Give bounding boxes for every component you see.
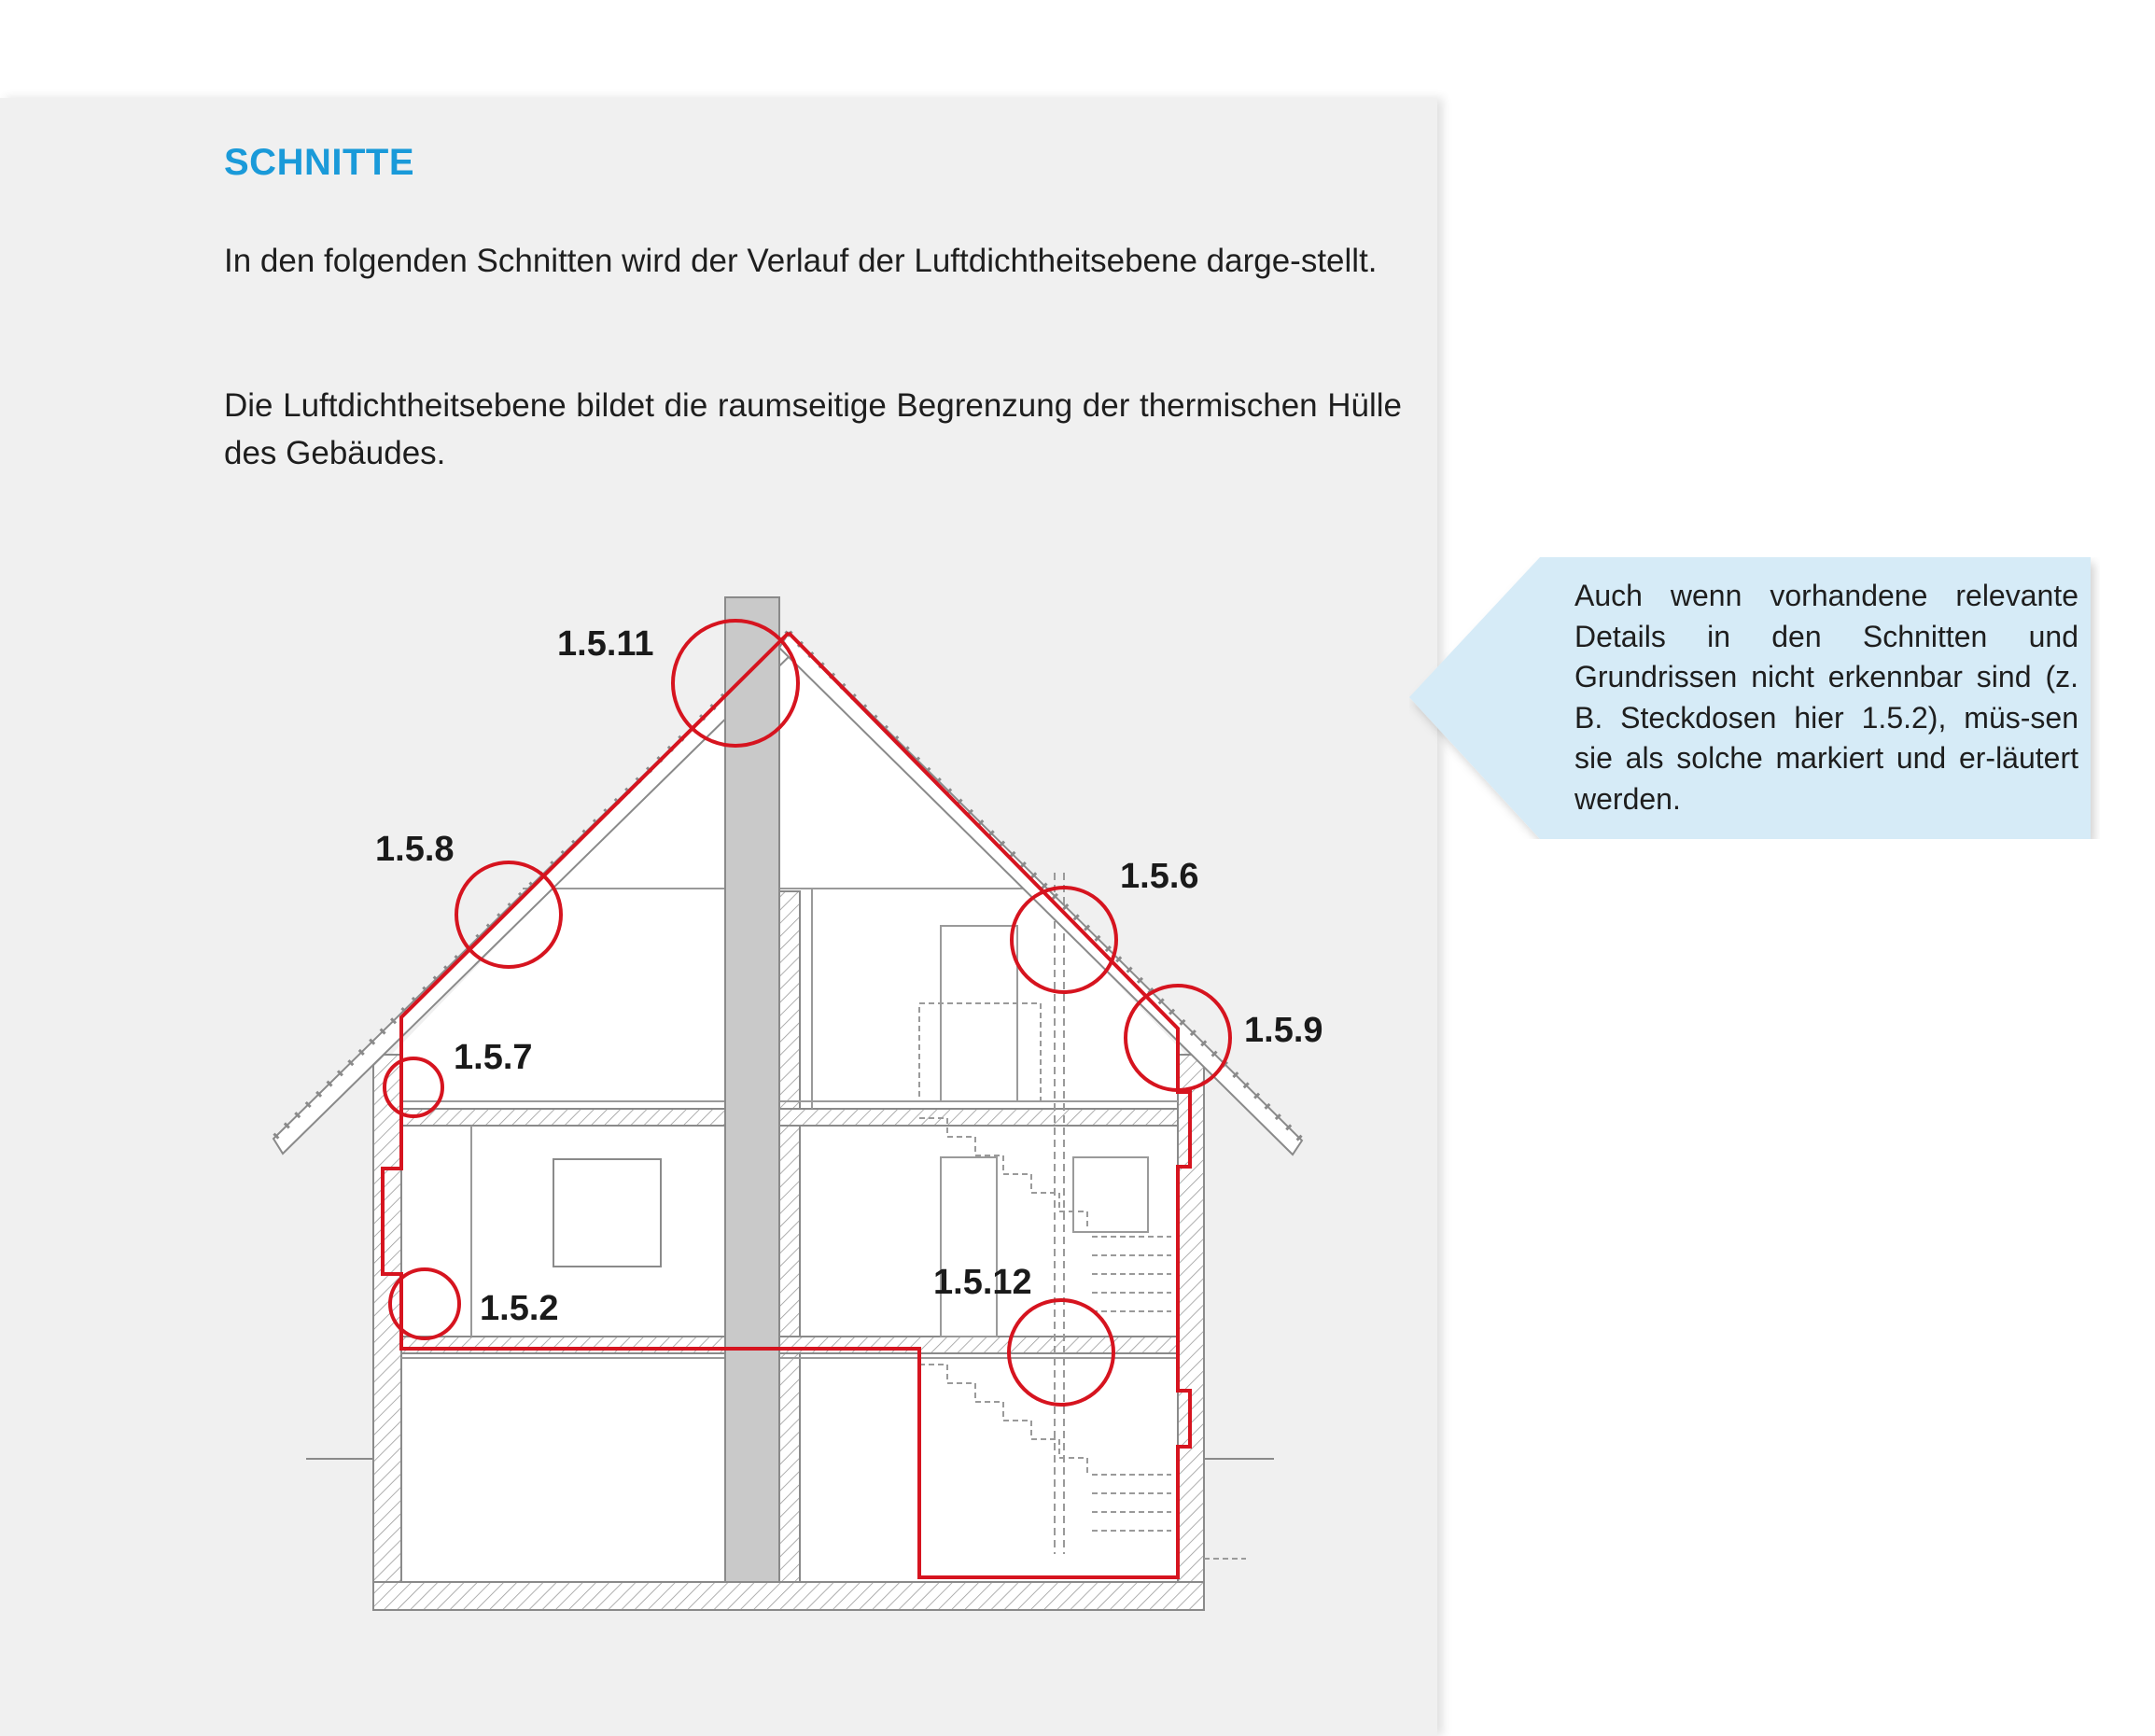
detail-label-1-5-11: 1.5.11	[557, 624, 654, 664]
detail-label-1-5-2: 1.5.2	[480, 1289, 559, 1328]
ground-floor-slab	[401, 1337, 1178, 1353]
detail-label-1-5-7: 1.5.7	[454, 1038, 533, 1077]
section-heading: SCHNITTE	[224, 142, 414, 183]
detail-label-1-5-8: 1.5.8	[375, 830, 455, 869]
inner-wall	[779, 891, 800, 1582]
intro-paragraph: In den folgenden Schnitten wird der Verlauf der Luftdichtheitsebene darge-stellt.	[224, 243, 1378, 279]
detail-label-1-5-12: 1.5.12	[933, 1263, 1032, 1302]
detail-label-1-5-6: 1.5.6	[1120, 857, 1199, 896]
upper-floor-slab	[401, 1109, 1178, 1126]
info-callout	[1409, 557, 2100, 839]
envelope-paragraph: Die Luftdichtheitsebene bildet die raumseitige Begrenzung der thermischen Hülle des Gebäudes.	[224, 387, 1402, 471]
callout-text: Auch wenn vorhandene relevante Details in den Schnitten und Grundrissen nicht erkennbar sind (z. B. Steckdosen hier 1.5.2), müs-sen sie als solche markiert und er-läutert werden.	[1574, 579, 2078, 816]
foundation-slab	[373, 1582, 1204, 1610]
detail-label-1-5-9: 1.5.9	[1244, 1011, 1323, 1050]
left-wall	[373, 1055, 401, 1582]
